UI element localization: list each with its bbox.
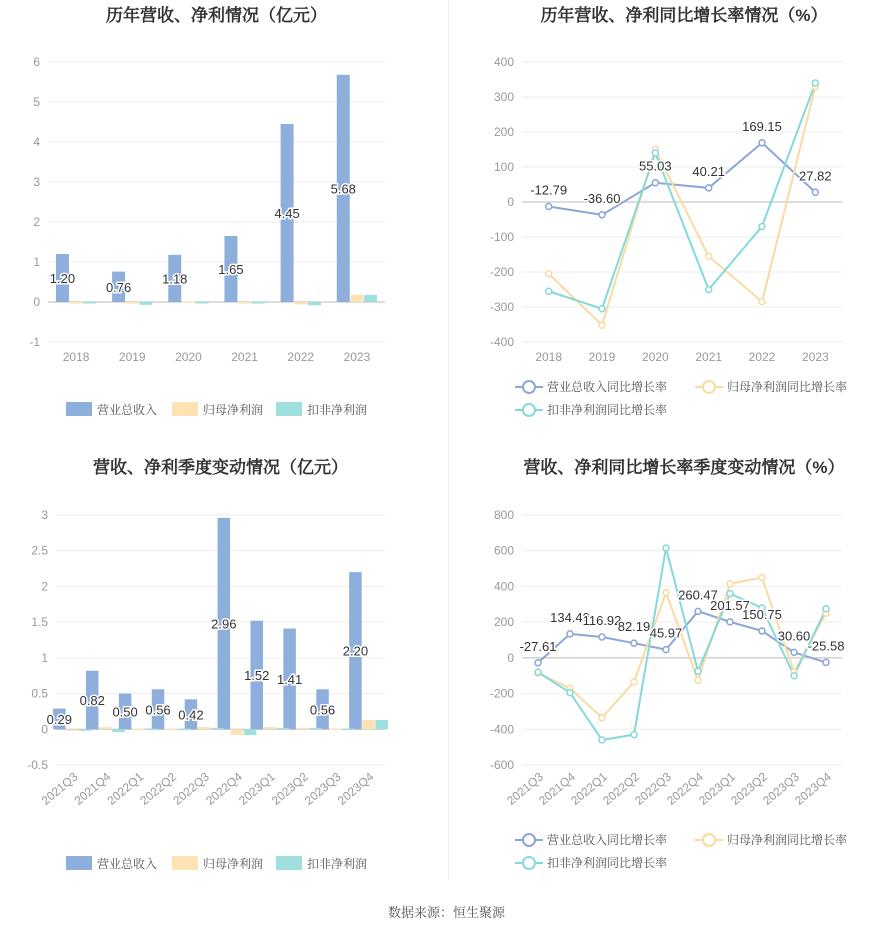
series-point — [535, 669, 541, 675]
chart-title: 历年营收、净利同比增长率情况（%） — [540, 6, 828, 25]
series-point — [823, 659, 829, 665]
data-label: 0.76 — [105, 279, 132, 295]
legend-label: 扣非净利润 — [307, 403, 368, 417]
data-label: 55.03 — [639, 158, 672, 174]
legend-swatch — [276, 402, 302, 416]
bar-deducted-profit — [112, 729, 125, 732]
series-point — [759, 575, 765, 581]
x-tick-label: 2019 — [588, 350, 616, 364]
legend-marker — [523, 834, 535, 846]
legend-label: 扣非净利润同比增长率 — [547, 856, 668, 870]
legend-marker — [523, 404, 535, 416]
bar-net-profit — [238, 302, 251, 304]
data-label: 40.21 — [692, 163, 725, 179]
x-tick-label: 2023Q4 — [334, 769, 377, 808]
y-tick-label: 100 — [493, 160, 514, 174]
x-tick-label: 2022Q1 — [104, 769, 147, 808]
legend-swatch — [66, 856, 92, 870]
bar-net-profit — [264, 727, 277, 729]
bar-deducted-profit — [375, 720, 388, 729]
series-point — [567, 631, 573, 637]
data-label: 0.29 — [46, 711, 72, 727]
series-point — [663, 545, 669, 551]
chart-svg — [447, 450, 893, 910]
y-tick-label: 600 — [493, 543, 514, 558]
series-point — [599, 634, 605, 640]
series-point — [631, 732, 637, 738]
chart-svg — [0, 450, 446, 910]
bar-deducted-profit — [244, 729, 257, 735]
x-tick-label: 2023Q2 — [728, 769, 770, 808]
bar-deducted-profit — [252, 302, 265, 304]
bar-net-profit — [70, 302, 83, 304]
y-tick-label: 0 — [41, 722, 48, 737]
data-label: 1.20 — [49, 271, 76, 286]
series-point — [599, 212, 605, 218]
y-tick-label: 2 — [41, 579, 48, 594]
y-tick-label: -400 — [489, 335, 514, 349]
series-point — [727, 581, 733, 587]
quarterly-revenue-profit-panel — [0, 450, 446, 910]
legend-swatch — [66, 402, 92, 416]
x-tick-label: 2020 — [641, 350, 669, 364]
data-label: -12.79 — [530, 182, 568, 198]
series-point — [567, 690, 573, 696]
bar-net-profit — [350, 295, 363, 302]
y-tick-label: -600 — [489, 758, 514, 772]
series-point — [695, 608, 701, 614]
y-tick-label: -0.5 — [27, 758, 48, 772]
y-tick-label: 3 — [41, 508, 48, 522]
x-tick-label: 2018 — [535, 350, 563, 364]
data-label: 201.57 — [710, 597, 750, 613]
x-tick-label: 2023 — [343, 350, 371, 364]
x-tick-label: 2022Q1 — [568, 769, 610, 808]
series-point — [535, 660, 541, 666]
annual-revenue-profit-panel — [0, 0, 446, 460]
panel-divider — [448, 0, 449, 880]
x-tick-label: 2021 — [695, 350, 723, 364]
x-tick-label: 2023Q2 — [268, 769, 311, 808]
legend-label: 扣非净利润 — [307, 857, 368, 871]
legend-label: 归母净利润 — [203, 403, 264, 417]
data-label: 0.56 — [309, 702, 336, 718]
x-tick-label: 2020 — [175, 350, 202, 364]
x-tick-label: 2023 — [801, 350, 829, 364]
legend-marker — [703, 381, 715, 393]
y-tick-label: 2.5 — [31, 543, 48, 558]
bar-net-profit — [362, 720, 375, 729]
series-point — [652, 180, 658, 186]
y-tick-label: 1 — [41, 650, 48, 665]
data-label: 2.20 — [342, 643, 369, 659]
series-point — [599, 715, 605, 721]
legend-label: 归母净利润同比增长率 — [727, 380, 848, 394]
series-point — [663, 647, 669, 653]
series-point — [791, 649, 797, 655]
x-tick-label: 2021Q4 — [71, 769, 114, 808]
legend-marker — [703, 834, 715, 846]
legend-swatch — [276, 856, 302, 870]
legend-label: 营业总收入 — [97, 403, 158, 417]
chart-svg — [0, 0, 446, 460]
series-point — [546, 203, 552, 209]
x-tick-label: 2022Q3 — [170, 769, 212, 808]
bar-net-profit — [198, 727, 211, 729]
x-tick-label: 2023Q3 — [301, 769, 344, 808]
bar-deducted-profit — [178, 729, 191, 731]
data-label: 1.18 — [162, 271, 188, 287]
data-label: 45.97 — [649, 625, 683, 641]
series-point — [791, 673, 797, 679]
x-tick-label: 2023Q1 — [236, 769, 278, 808]
bar-deducted-profit — [79, 729, 92, 731]
x-tick-label: 2023Q1 — [696, 769, 738, 808]
x-tick-label: 2021Q3 — [504, 769, 546, 808]
bar-net-profit — [165, 729, 178, 731]
x-tick-label: 2022Q4 — [664, 769, 706, 808]
series-point — [812, 80, 818, 86]
x-tick-label: 2023Q3 — [760, 769, 802, 808]
x-tick-label: 2021Q3 — [38, 769, 81, 808]
bar-net-profit — [329, 729, 342, 731]
series-point — [706, 185, 712, 191]
series-point — [695, 677, 701, 683]
bar-net-profit — [182, 301, 195, 303]
legend-label: 扣非净利润同比增长率 — [547, 403, 668, 417]
x-tick-label: 2021 — [231, 350, 258, 364]
y-tick-label: -400 — [489, 722, 514, 737]
bar-deducted-profit — [83, 302, 96, 304]
series-point — [599, 306, 605, 312]
annual-growth-rate-panel — [447, 0, 893, 460]
bar-deducted-profit — [196, 302, 209, 304]
bar-deducted-profit — [364, 295, 377, 302]
series-point — [759, 140, 765, 146]
y-tick-label: -200 — [489, 265, 514, 279]
y-tick-label: -200 — [489, 686, 514, 701]
series-point — [599, 737, 605, 743]
y-tick-label: 300 — [493, 90, 514, 104]
bar-deducted-profit — [139, 302, 152, 305]
data-label: 82.19 — [617, 619, 651, 635]
series-point — [652, 150, 658, 156]
bar-deducted-profit — [308, 302, 321, 305]
bar-deducted-profit — [310, 728, 323, 730]
data-label: 116.92 — [582, 612, 622, 628]
legend-swatch — [172, 402, 198, 416]
x-tick-label: 2021Q4 — [536, 769, 578, 808]
quarterly-growth-rate-panel — [447, 450, 893, 910]
data-label: 1.65 — [218, 262, 244, 277]
series-point — [759, 299, 765, 305]
data-label: 1.52 — [244, 668, 270, 683]
chart-title: 营收、净利同比增长率季度变动情况（%） — [523, 458, 845, 477]
bar-net-profit — [132, 729, 145, 731]
data-label: 169.15 — [742, 118, 782, 134]
y-tick-label: -100 — [489, 230, 514, 244]
data-label: 4.45 — [274, 206, 300, 221]
series-point — [546, 271, 552, 277]
data-label: 0.42 — [178, 707, 204, 723]
legend-marker — [523, 857, 535, 869]
series-point — [631, 640, 637, 646]
series-point — [759, 224, 765, 230]
series-point — [695, 668, 701, 674]
x-tick-label: 2022Q2 — [600, 769, 642, 808]
data-label: -25.58 — [807, 638, 845, 654]
series-point — [727, 619, 733, 625]
y-tick-label: 0.5 — [31, 686, 48, 701]
legend-label: 营业总收入 — [97, 857, 158, 871]
data-label: 0.50 — [112, 704, 138, 720]
data-label: 27.82 — [799, 168, 832, 184]
data-label: -36.60 — [583, 190, 621, 206]
y-tick-label: 6 — [33, 55, 40, 69]
series-point — [546, 288, 552, 294]
series-point — [706, 253, 712, 259]
chart-title: 营收、净利季度变动情况（亿元） — [93, 458, 348, 477]
x-tick-label: 2022 — [748, 350, 776, 364]
data-label: 5.68 — [330, 181, 356, 197]
legend-marker — [523, 381, 535, 393]
y-tick-label: 400 — [493, 579, 514, 594]
bar-deducted-profit — [145, 729, 158, 731]
bar-deducted-profit — [211, 728, 224, 730]
data-label: 2.96 — [211, 616, 237, 632]
y-tick-label: 5 — [33, 95, 40, 109]
chart-svg — [447, 0, 893, 460]
x-tick-label: 2022Q2 — [137, 769, 180, 808]
y-tick-label: 800 — [493, 508, 514, 522]
y-tick-label: 200 — [493, 125, 514, 139]
bar-deducted-profit — [343, 729, 356, 731]
series-point — [706, 287, 712, 293]
series-point — [663, 590, 669, 596]
series-point — [759, 628, 765, 634]
y-tick-label: 2 — [33, 215, 40, 229]
y-tick-label: 1 — [33, 255, 40, 269]
bar-net-profit — [126, 302, 139, 304]
data-label: -27.61 — [519, 638, 557, 654]
y-tick-label: 1.5 — [31, 615, 48, 630]
y-tick-label: 4 — [33, 135, 40, 149]
y-tick-label: -1 — [29, 335, 40, 349]
data-source: 数据来源：恒生聚源 — [387, 905, 505, 920]
legend-label: 营业总收入同比增长率 — [547, 833, 668, 847]
legend-label: 归母净利润同比增长率 — [727, 833, 848, 847]
y-tick-label: -300 — [489, 300, 514, 314]
bar-net-profit — [296, 728, 309, 730]
y-tick-label: 0 — [507, 650, 514, 665]
x-tick-label: 2018 — [62, 350, 90, 364]
x-tick-label: 2019 — [118, 350, 146, 364]
bar-net-profit — [99, 727, 112, 729]
series-point — [631, 679, 637, 685]
data-label: 0.82 — [79, 693, 105, 708]
data-label: 260.47 — [678, 587, 718, 603]
data-label: 134.40 — [550, 609, 590, 625]
data-label: 30.60 — [777, 628, 811, 644]
y-tick-label: 0 — [507, 195, 514, 209]
chart-title: 历年营收、净利情况（亿元） — [106, 6, 327, 25]
bar-deducted-profit — [277, 728, 290, 730]
x-tick-label: 2023Q4 — [792, 769, 834, 808]
data-label: 1.41 — [276, 671, 303, 687]
series-point — [599, 322, 605, 328]
y-tick-label: 0 — [33, 295, 40, 309]
series-point — [727, 591, 733, 597]
legend-label: 归母净利润 — [203, 857, 264, 871]
series-point — [812, 189, 818, 195]
bar-net-profit — [294, 302, 307, 304]
data-label: 150.75 — [742, 606, 782, 622]
x-tick-label: 2022 — [287, 350, 315, 364]
bar-net-profit — [231, 729, 244, 735]
bar-net-profit — [66, 729, 79, 731]
y-tick-label: 3 — [33, 175, 40, 189]
legend-label: 营业总收入同比增长率 — [547, 380, 668, 394]
y-tick-label: 200 — [493, 615, 514, 630]
legend-swatch — [172, 856, 198, 870]
series-point — [823, 606, 829, 612]
y-tick-label: 400 — [493, 55, 514, 69]
x-tick-label: 2022Q3 — [632, 769, 674, 808]
data-label: 0.56 — [145, 702, 171, 718]
x-tick-label: 2022Q4 — [203, 769, 245, 808]
